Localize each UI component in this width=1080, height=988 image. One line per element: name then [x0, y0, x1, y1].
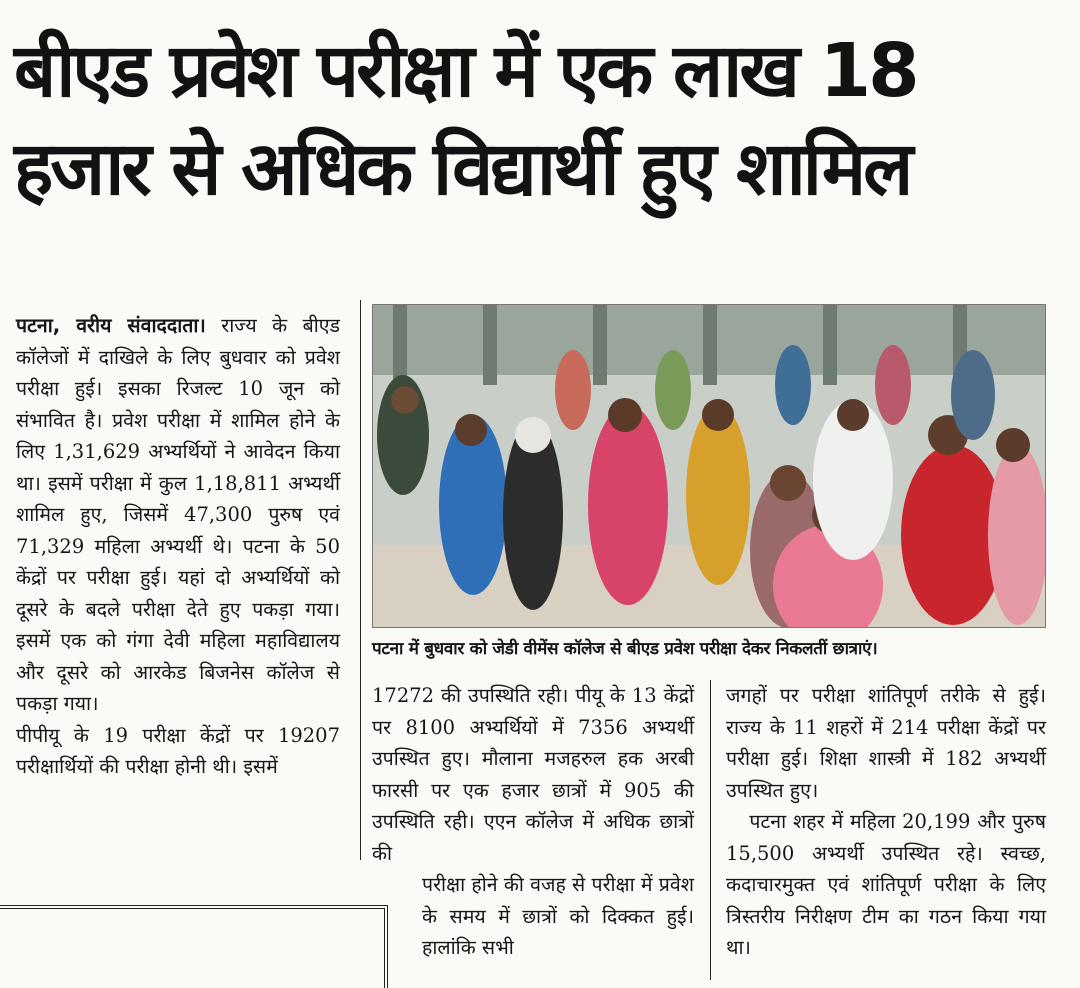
- article-paragraph: [16, 310, 340, 720]
- headline-line-1: बीएड प्रवेश परीक्षा में एक लाख 18: [14, 28, 917, 114]
- pillar: [823, 305, 837, 385]
- pillar: [393, 305, 407, 385]
- students-crowd-photo-illustration: [373, 305, 1045, 627]
- article-column-3: [726, 680, 1046, 964]
- pillar: [703, 305, 717, 385]
- article-paragraph: जगहों पर परीक्षा शांतिपूर्ण तरीके से हुई। राज्य के 11 शहरों में 214 परीक्षा केंद्रों पर परीक्षा हुई। शिक्षा शास्त्री में 182 अभ्यर्थी उपस्थित हुए।: [726, 684, 1046, 802]
- news-photo: [372, 304, 1046, 628]
- article-paragraph: 17272 की उपस्थिति रही। पीयू के 13 केंद्रों पर 8100 अभ्यर्थियों में 7356 अभ्यर्थी उपस्थित हुए। मौलाना मजहरुल हक अरबी फारसी पर एक हजार छात्रों में 905 की उपस्थिति रही। एएन कॉलेज में अधिक छात्रों की: [372, 684, 694, 865]
- adjacent-article-frame: [0, 905, 388, 988]
- pillar: [593, 305, 607, 385]
- column-rule: [360, 300, 361, 860]
- pillar: [483, 305, 497, 385]
- article-paragraph: पीपीयू के 19 परीक्षा केंद्रों पर 19207 परीक्षार्थियों की परीक्षा होनी थी। इसमें: [16, 723, 340, 778]
- headline: [14, 22, 1064, 218]
- article-column-2: [372, 680, 694, 964]
- dateline: पटना, वरीय संवाददाता।: [16, 314, 206, 337]
- column-rule: [710, 680, 711, 980]
- article-paragraph: परीक्षा होने की वजह से परीक्षा में प्रवेश के समय में छात्रों को दिक्कत हुई। हालांकि सभी: [422, 873, 694, 959]
- article-text: राज्य के बीएड कॉलेजों में दाखिले के लिए बुधवार को प्रवेश परीक्षा हुई। इसका रिजल्ट 10 जून को संभावित है। प्रवेश परीक्षा में शामिल होने के लिए 1,31,629 अभ्यर्थियों ने आवेदन किया था। इसमें परीक्षा में कुल 1,18,811 अभ्यर्थी शामिल हुए, जिसमें 47,300 पुरुष एवं 71,329 महिला अभ्यर्थी थे। पटना के 50 केंद्रों पर परीक्षा हुई। यहां दो अभ्यर्थियों को दूसरे के बदले परीक्षा देते हुए पकड़ा गया। इसमें एक को गंगा देवी महिला महाविद्यालय और दूसरे को आरकेड बिजनेस कॉलेज से पकड़ा गया।: [16, 314, 340, 715]
- article-column-1: [16, 310, 340, 783]
- photo-caption: पटना में बुधवार को जेडी वीमेंस कॉलेज से बीएड प्रवेश परीक्षा देकर निकलतीं छात्राएं।: [372, 639, 878, 659]
- headline-line-2: हजार से अधिक विद्यार्थी हुए शामिल: [14, 126, 911, 212]
- article-paragraph: पटना शहर में महिला 20,199 और पुरुष 15,500 अभ्यर्थी उपस्थित रहे। स्वच्छ, कदाचारमुक्त एवं शांतिपूर्ण परीक्षा के लिए त्रिस्तरीय निरीक्षण टीम का गठन किया गया था।: [726, 810, 1046, 959]
